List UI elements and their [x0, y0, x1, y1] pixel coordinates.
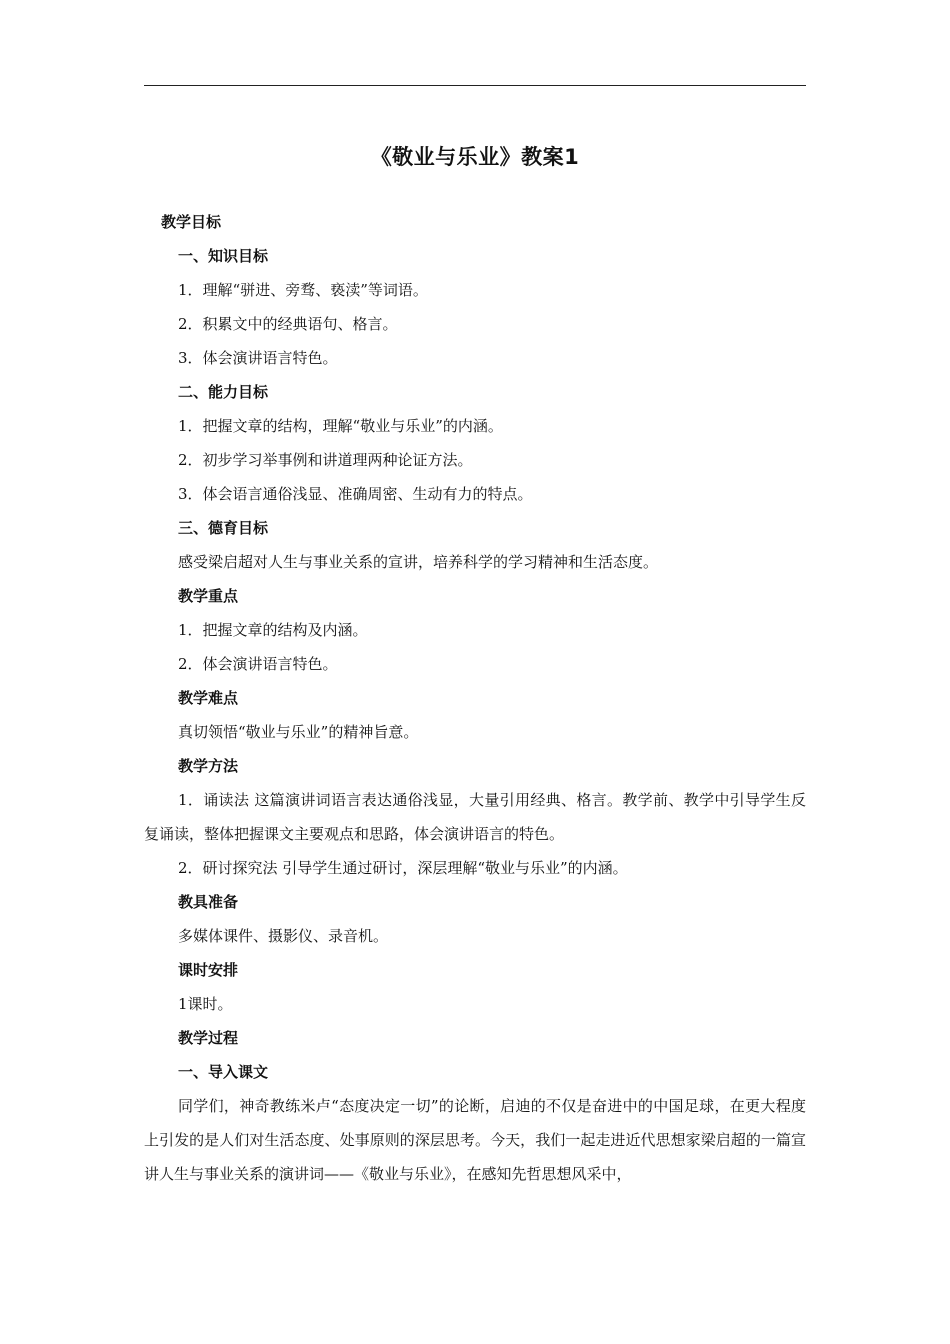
knowledge-item-3: 3．体会演讲语言特色。 — [178, 349, 338, 367]
focus-item-1: 1．把握文章的结构及内涵。 — [178, 621, 368, 639]
document-title: 《敬业与乐业》教案1 — [370, 145, 580, 169]
subheading-intro: 一、导入课文 — [178, 1063, 269, 1081]
knowledge-item-2: 2．积累文中的经典语句、格言。 — [178, 315, 398, 333]
moral-item-1: 感受梁启超对人生与事业关系的宣讲，培养科学的学习精神和生活态度。 — [178, 553, 659, 571]
tools-item-1: 多媒体课件、摄影仪、录音机。 — [178, 927, 389, 945]
difficulty-item-1: 真切领悟“敬业与乐业”的精神旨意。 — [178, 723, 419, 741]
section-heading-method: 教学方法 — [178, 757, 239, 775]
intro-paragraph: 同学们，神奇教练米卢“态度决定一切”的论断，启迪的不仅是奋进中的中国足球，在更大程度上引发的是人们对生活态度、处事原则的深层思考。今天，我们一起走进近代思想家梁启超的一篇宣讲人生与事业关系的演讲词——《敬业与乐业》，在感知先哲思想风采中， — [144, 1097, 806, 1183]
section-heading-time: 课时安排 — [178, 961, 239, 979]
document-body — [144, 205, 806, 1191]
subheading-ability: 二、能力目标 — [178, 383, 269, 401]
ability-item-2: 2．初步学习举事例和讲道理两种论证方法。 — [178, 451, 473, 469]
section-heading-focus: 教学重点 — [178, 587, 239, 605]
subheading-moral: 三、德育目标 — [178, 519, 269, 537]
knowledge-item-1: 1．理解“骈进、旁骛、亵渎”等词语。 — [178, 281, 428, 299]
subheading-knowledge: 一、知识目标 — [178, 247, 269, 265]
time-item-1: 1课时。 — [178, 995, 233, 1013]
section-heading-process: 教学过程 — [178, 1029, 239, 1047]
section-heading-tools: 教具准备 — [178, 893, 239, 911]
method-item-1: 1．诵读法 这篇演讲词语言表达通俗浅显，大量引用经典、格言。教学前、教学中引导学生反复诵读，整体把握课文主要观点和思路，体会演讲语言的特色。 — [144, 791, 806, 843]
method-item-2: 2．研讨探究法 引导学生通过研讨，深层理解“敬业与乐业”的内涵。 — [178, 859, 628, 877]
header-rule — [144, 85, 806, 86]
focus-item-2: 2．体会演讲语言特色。 — [178, 655, 338, 673]
section-heading-goals: 教学目标 — [161, 213, 222, 231]
ability-item-3: 3．体会语言通俗浅显、准确周密、生动有力的特点。 — [178, 485, 533, 503]
ability-item-1: 1．把握文章的结构，理解“敬业与乐业”的内涵。 — [178, 417, 503, 435]
section-heading-difficulty: 教学难点 — [178, 689, 239, 707]
